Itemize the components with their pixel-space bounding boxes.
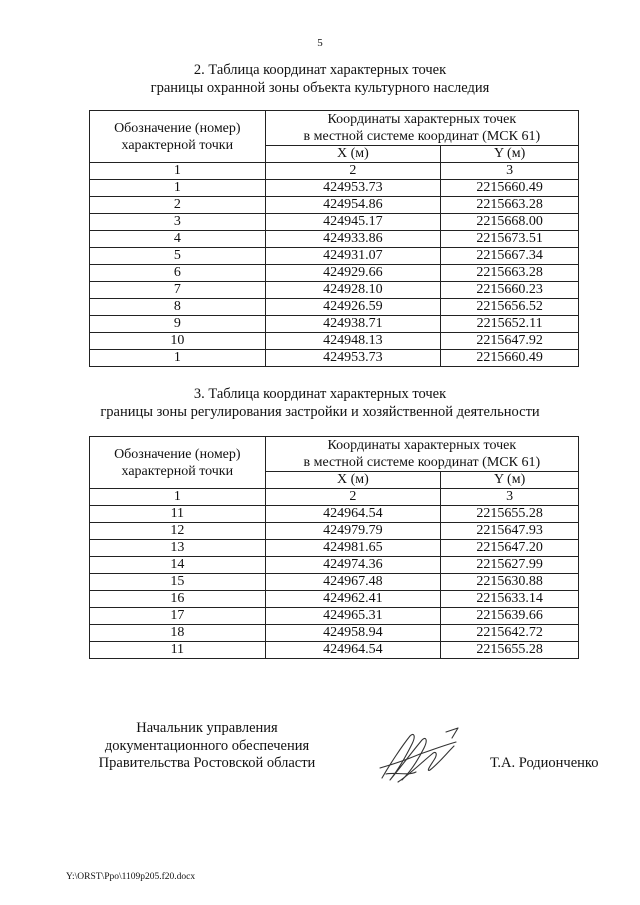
y-coordinate-cell: 2215656.52 bbox=[441, 299, 579, 316]
y-coordinate-cell: 2215663.28 bbox=[441, 265, 579, 282]
y-coordinate-cell: 2215642.72 bbox=[441, 625, 579, 642]
point-designation-header bbox=[90, 111, 266, 163]
y-coordinate-cell: 2215630.88 bbox=[441, 574, 579, 591]
header-line: в местной системе координат (МСК 61) bbox=[303, 455, 541, 470]
x-coordinate-cell: 424981.65 bbox=[265, 540, 441, 557]
table-3-title bbox=[0, 385, 640, 421]
x-coordinate-cell: 424962.41 bbox=[265, 591, 441, 608]
header-line: Координаты характерных точек bbox=[327, 438, 517, 453]
table-row bbox=[90, 214, 579, 231]
x-coordinate-cell: 424954.86 bbox=[265, 197, 441, 214]
point-number-cell: 11 bbox=[90, 506, 266, 523]
table-row bbox=[90, 557, 579, 574]
handwritten-signature bbox=[376, 724, 468, 786]
table-row bbox=[90, 231, 579, 248]
x-coordinate-cell: 424964.54 bbox=[265, 506, 441, 523]
y-coordinate-cell: 2215639.66 bbox=[441, 608, 579, 625]
column-number: 3 bbox=[441, 163, 579, 180]
column-number-row bbox=[90, 489, 579, 506]
point-number-cell: 8 bbox=[90, 299, 266, 316]
x-coordinate-cell: 424953.73 bbox=[265, 350, 441, 367]
column-number: 3 bbox=[441, 489, 579, 506]
point-number-cell: 3 bbox=[90, 214, 266, 231]
position-line-3: Правительства Ростовской области bbox=[98, 755, 316, 771]
y-coordinate-cell: 2215652.11 bbox=[441, 316, 579, 333]
table-2-title-line-1: 2. Таблица координат характерных точек bbox=[193, 62, 447, 78]
table-row bbox=[90, 197, 579, 214]
x-coordinate-cell: 424965.31 bbox=[265, 608, 441, 625]
y-coordinate-cell: 2215655.28 bbox=[441, 506, 579, 523]
y-coordinate-cell: 2215633.14 bbox=[441, 591, 579, 608]
position-line-1: Начальник управления bbox=[136, 720, 278, 736]
point-number-cell: 14 bbox=[90, 557, 266, 574]
table-row bbox=[90, 350, 579, 367]
table-header-row bbox=[90, 437, 579, 472]
y-coordinate-cell: 2215673.51 bbox=[441, 231, 579, 248]
x-coordinate-cell: 424945.17 bbox=[265, 214, 441, 231]
y-coordinate-cell: 2215647.93 bbox=[441, 523, 579, 540]
position-line-2: документационного обеспечения bbox=[104, 737, 310, 754]
point-number-cell: 6 bbox=[90, 265, 266, 282]
table-row bbox=[90, 180, 579, 197]
y-coordinate-cell: 2215655.28 bbox=[441, 642, 579, 659]
point-number-cell: 11 bbox=[90, 642, 266, 659]
point-number-cell: 4 bbox=[90, 231, 266, 248]
y-header: Y (м) bbox=[441, 146, 579, 163]
table-2-title-line-2: границы охранной зоны объекта культурного наследия bbox=[150, 80, 490, 96]
table-header-row bbox=[90, 111, 579, 146]
point-number-cell: 5 bbox=[90, 248, 266, 265]
y-coordinate-cell: 2215667.34 bbox=[441, 248, 579, 265]
x-coordinate-cell: 424938.71 bbox=[265, 316, 441, 333]
column-number: 1 bbox=[90, 163, 266, 180]
table-row bbox=[90, 540, 579, 557]
point-number-cell: 12 bbox=[90, 523, 266, 540]
point-number-cell: 10 bbox=[90, 333, 266, 350]
y-coordinate-cell: 2215627.99 bbox=[441, 557, 579, 574]
coordinates-header bbox=[265, 111, 578, 146]
table-2-body bbox=[90, 180, 579, 367]
coordinates-table-3 bbox=[89, 436, 579, 659]
x-coordinate-cell: 424958.94 bbox=[265, 625, 441, 642]
x-coordinate-cell: 424928.10 bbox=[265, 282, 441, 299]
x-coordinate-cell: 424953.73 bbox=[265, 180, 441, 197]
table-3-title-line-1: 3. Таблица координат характерных точек bbox=[193, 386, 447, 402]
x-header: X (м) bbox=[265, 472, 441, 489]
x-coordinate-cell: 424926.59 bbox=[265, 299, 441, 316]
table-row bbox=[90, 608, 579, 625]
y-coordinate-cell: 2215647.20 bbox=[441, 540, 579, 557]
table-row bbox=[90, 642, 579, 659]
point-number-cell: 9 bbox=[90, 316, 266, 333]
document-file-path: Y:\ORST\Ppo\1109p205.f20.docx bbox=[66, 872, 196, 882]
point-number-cell: 2 bbox=[90, 197, 266, 214]
x-coordinate-cell: 424931.07 bbox=[265, 248, 441, 265]
point-number-cell: 1 bbox=[90, 350, 266, 367]
table-row bbox=[90, 265, 579, 282]
x-coordinate-cell: 424948.13 bbox=[265, 333, 441, 350]
table-row bbox=[90, 625, 579, 642]
table-2-title bbox=[0, 61, 640, 97]
column-number: 2 bbox=[265, 163, 441, 180]
y-coordinate-cell: 2215668.00 bbox=[441, 214, 579, 231]
page-number: 5 bbox=[317, 37, 323, 49]
column-number-row bbox=[90, 163, 579, 180]
table-row bbox=[90, 316, 579, 333]
point-designation-header bbox=[90, 437, 266, 489]
table-row bbox=[90, 333, 579, 350]
table-row bbox=[90, 574, 579, 591]
x-coordinate-cell: 424929.66 bbox=[265, 265, 441, 282]
table-row bbox=[90, 591, 579, 608]
table-row bbox=[90, 299, 579, 316]
table-row bbox=[90, 282, 579, 299]
point-number-cell: 1 bbox=[90, 180, 266, 197]
coordinates-header bbox=[265, 437, 578, 472]
column-number: 2 bbox=[265, 489, 441, 506]
header-line: Координаты характерных точек bbox=[327, 112, 517, 127]
column-number: 1 bbox=[90, 489, 266, 506]
point-number-cell: 16 bbox=[90, 591, 266, 608]
table-row bbox=[90, 523, 579, 540]
y-coordinate-cell: 2215647.92 bbox=[441, 333, 579, 350]
x-coordinate-cell: 424967.48 bbox=[265, 574, 441, 591]
signatory-position bbox=[82, 720, 332, 773]
table-row bbox=[90, 248, 579, 265]
coordinates-table-2 bbox=[89, 110, 579, 367]
x-coordinate-cell: 424964.54 bbox=[265, 642, 441, 659]
y-coordinate-cell: 2215660.49 bbox=[441, 180, 579, 197]
signatory-name: Т.А. Родионченко bbox=[490, 755, 599, 771]
y-coordinate-cell: 2215660.23 bbox=[441, 282, 579, 299]
header-line: в местной системе координат (МСК 61) bbox=[303, 129, 541, 144]
header-line: характерной точки bbox=[121, 463, 234, 479]
point-number-cell: 13 bbox=[90, 540, 266, 557]
x-header: X (м) bbox=[265, 146, 441, 163]
table-3-title-line-2: границы зоны регулирования застройки и хозяйственной деятельности bbox=[100, 404, 540, 420]
header-line: характерной точки bbox=[121, 137, 234, 153]
point-number-cell: 15 bbox=[90, 574, 266, 591]
table-row bbox=[90, 506, 579, 523]
x-coordinate-cell: 424979.79 bbox=[265, 523, 441, 540]
point-number-cell: 7 bbox=[90, 282, 266, 299]
table-3-body bbox=[90, 506, 579, 659]
header-line: Обозначение (номер) bbox=[114, 120, 241, 136]
x-coordinate-cell: 424933.86 bbox=[265, 231, 441, 248]
point-number-cell: 17 bbox=[90, 608, 266, 625]
x-coordinate-cell: 424974.36 bbox=[265, 557, 441, 574]
y-coordinate-cell: 2215663.28 bbox=[441, 197, 579, 214]
y-header: Y (м) bbox=[441, 472, 579, 489]
header-line: Обозначение (номер) bbox=[114, 446, 241, 462]
point-number-cell: 18 bbox=[90, 625, 266, 642]
y-coordinate-cell: 2215660.49 bbox=[441, 350, 579, 367]
